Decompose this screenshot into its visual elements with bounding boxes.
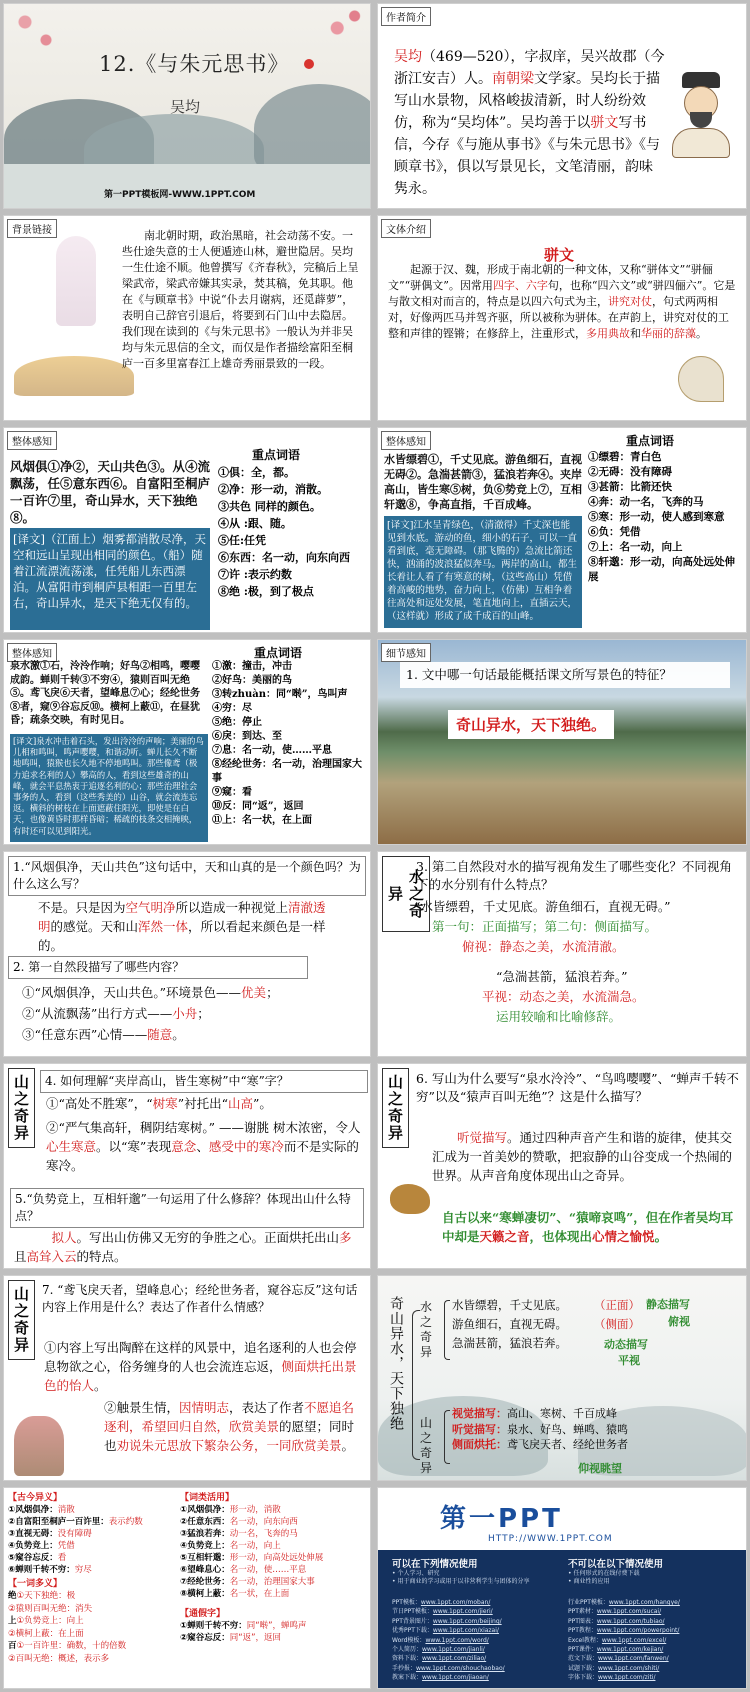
s4.body-segment: 句，也称“四六文”或“骈四俪六”。它是与散文相对而言的，特点是以四六句式为主， <box>388 279 736 308</box>
original-text: 泉水激①石，泠泠作响；好鸟②相鸣，嘤嘤成韵。蝉则千转③不穷④，猿则百叫无绝⑤。鸢飞戾⑥天者，望峰息⑦心；经纶世务⑧者，窥⑨谷忘反⑩。横柯上蔽⑪，在昼犹昏；疏条交映，有时见日。 <box>10 661 200 726</box>
group-title-loan-char: 【通假字】 <box>180 1609 226 1619</box>
background-text: 南北朝时期，政治黑暗，社会动荡不安。一些仕途失意的士人便遁迹山林，避世隐居。吴均一生仕途不顺。他曾撰写《齐春秋》，完稿后上呈梁武帝，梁武帝嫌其实录，焚其稿，免其职。他在《与顾章书》中说“仆去月谢病，还觅薜萝”，表明自己辞官引退后，将要到石门山中去隐居。我们现在读到的《与朱元思书》一般认为并非吴均与朱元思信的全文，而仅是作者描绘富阳至桐庐一百多里富春江上雄奇秀丽景致的一段。 <box>122 229 359 370</box>
mountain-illustration <box>14 356 134 396</box>
s4.body-segment: 多用典故 <box>586 327 630 340</box>
section-label-mountain: 山之奇异 <box>8 1280 35 1360</box>
s13.a1-segment: 。 <box>94 1378 107 1393</box>
figure-illustration <box>56 236 96 326</box>
list-item: ②自富阳至桐庐一百许里：表示约数 <box>8 1517 143 1527</box>
slide-author-intro <box>377 3 747 209</box>
s4.body-segment: 起源于汉、魏，形成于南北朝的一种文体，又称“骈体文”“骈俪文”“骈偶文”。因常用 <box>388 263 713 292</box>
link-item[interactable]: PPT图表：www.1ppt.com/tubiao/ <box>568 1617 665 1625</box>
answer-6-note <box>442 1208 742 1246</box>
group-polysemy <box>8 1590 178 1665</box>
link-item[interactable]: 资料下载：www.1ppt.com/ziliao/ <box>392 1655 487 1663</box>
link-item[interactable]: 范文下载：www.1ppt.com/fanwen/ <box>568 1655 669 1663</box>
list-item: 听觉描写：泉水、好鸟、蝉鸣、猿鸣 <box>452 1422 628 1436</box>
list-item: ②猿则百叫无绝：消失 <box>8 1603 93 1614</box>
list-item: ⑦经纶世务：名一动，治理国家大事 <box>180 1577 315 1587</box>
s11.a4a-segment: ①“高处不胜寒”，“ <box>46 1096 153 1111</box>
s11.a4a-segment: ”衬托出“ <box>177 1096 228 1111</box>
list-item: • 任何形式的在线付费下载 <box>568 1570 640 1577</box>
s11.a4b-segment: ②“严气集高轩，稠阴结寒树。” ——谢朓 树木浓密，令人 <box>46 1120 361 1135</box>
list-item: ⑥蝉则千转不穷：穷尽 <box>8 1565 92 1575</box>
s2.body-segment: 南朝梁 <box>492 71 534 87</box>
s13.a1-segment: 侧面烘托出景色的怡人 <box>44 1359 357 1393</box>
link-item[interactable]: PPT背景图片：www.1ppt.com/beijing/ <box>392 1617 502 1625</box>
list-item: ④负势竞上：凭借 <box>8 1541 75 1551</box>
slide-mountain-2 <box>377 1063 747 1269</box>
s9.a1-segment: 空气明净 <box>125 900 176 915</box>
s9.a1-segment: 的感觉。天和山 <box>50 919 139 934</box>
link-item[interactable]: Excel教程：www.1ppt.com/excel/ <box>568 1636 667 1644</box>
translation-box: [译文]江水呈青绿色，（清澈得）千丈深也能见到水底。游动的鱼，细小的石子，可以一直看到底，毫无障碍。（那飞腾的）急流比箭还快，汹涌的波浪猛似奔马。两岸的高山，都生长着让人看了有寒意的树，（这些高山）凭借着高峻的地势，奋力向上，（仿佛）互相争着往高处和远处发展，笔直地向上，直插云天，（这样就）形成了成千成百的山峰。 <box>384 516 582 628</box>
keyword-item: ⑨窥：看 <box>212 787 252 798</box>
keyword-item: ⑪上：名一状，在上面 <box>212 815 312 826</box>
question-2: 2. 第一自然段描写了哪些内容？ <box>8 956 308 979</box>
s11.a5-segment: 且 <box>14 1249 27 1264</box>
forbidden-heading: 不可以在以下情况使用 <box>568 1559 664 1570</box>
section-tag: 细节感知 <box>381 643 431 662</box>
list-item: ③“任意东西”心情——随意。 <box>22 1027 185 1042</box>
page-title: 12.《与朱元思书》 <box>99 52 290 76</box>
group-ancient-modern <box>8 1504 178 1576</box>
s12.a2-segment: ，也体现出 <box>529 1229 593 1244</box>
list-item: • 个人学习、研究 <box>392 1570 440 1577</box>
allowed-list <box>392 1570 562 1586</box>
list-item: ⑤窥谷忘反：看 <box>8 1553 67 1563</box>
list-item: ①蝉则千转不穷：同“啭”，蝉鸣声 <box>180 1621 307 1631</box>
question-5: 5.“负势竞上，互相轩邈”一句运用了什么修辞？体现出山什么特点？ <box>10 1188 364 1228</box>
s4.body-segment: ，句式两两相对，好像两匹马并驾齐驱，所以被称为骈体。在声韵上，讲究对仗的工整和声律的铿锵；在修辞上，注重形式， <box>388 295 729 340</box>
s11.a4b-segment: 。以“寒”表现 <box>96 1139 172 1154</box>
list-item: ②窥谷忘反：同“返”，返回 <box>180 1633 282 1643</box>
s4.body-segment: 。 <box>696 327 707 340</box>
allowed-heading: 可以在下列情况使用 <box>392 1559 478 1570</box>
water-view-1: 俯视 <box>668 1315 690 1328</box>
link-item[interactable]: 教案下载：www.1ppt.com/jiaoan/ <box>392 1674 489 1682</box>
slide-mountain-1 <box>3 1063 371 1269</box>
answer-4b <box>46 1118 366 1175</box>
list-item: ②“从流飘荡”出行方式——小舟； <box>22 1006 210 1021</box>
list-item: ②任意东西：名一动，向东向西 <box>180 1517 298 1527</box>
answer-7b <box>104 1398 366 1455</box>
s11.a5-segment: 的特点。 <box>76 1249 127 1264</box>
s11.a4b-segment: 感受中的寒冷 <box>208 1139 284 1154</box>
section-label-water: 水之奇异 <box>382 856 430 932</box>
group-title-word-class: 【词类活用】 <box>180 1493 235 1503</box>
slide-overview-2 <box>377 427 747 633</box>
keyword-item: ③转zhuàn：同“啭”，鸟叫声 <box>212 689 348 700</box>
question-6: 6. 写山为什么要写“泉水泠泠”、“鸟鸣嘤嘤”、“蝉声千转不穷”以及“猿声百叫无绝”？这是什么描写？ <box>416 1071 739 1104</box>
water-dynamic: 动态描写 <box>604 1338 648 1351</box>
keyword-item: ①俱：全，都。 <box>218 466 295 479</box>
genre-text <box>388 262 738 342</box>
link-item[interactable]: PPT模板：www.1ppt.com/moban/ <box>392 1599 491 1606</box>
slide-summary <box>377 1275 747 1481</box>
list-item: ①“风烟俱净，天山共色。”环境景色——优美； <box>22 985 279 1000</box>
blossom-decoration <box>314 4 371 64</box>
answer-6 <box>432 1128 742 1185</box>
summary-vertical: 奇山异水，天下独绝 <box>388 1296 404 1431</box>
translation-box: [译文]泉水冲击着石头，发出泠泠的声响；美丽的鸟儿相和鸣叫，鸣声嘤嘤，和谐动听。蝉儿长久不断地鸣叫，猿猴也长久地不停地鸣叫。那些像鸢（极力追求名利的人）攀高的人，看到这些雄奇的山峰，就会平息热衷于追逐名利的心；那些治理社会事务的人，看到（这些秀美的）山谷，就会流连忘返。横斜的树枝在上面遮蔽住阳光，即使是在白天，也像黄昏时那样昏暗；稀疏的枝条交相掩映，有时还可以见到阳光。 <box>10 734 208 842</box>
s11.a5-segment: 。写出山仿佛又无穷的争胜之心。正面烘托出山 <box>76 1230 340 1245</box>
keyword-item: ④奔：动一名，飞奔的马 <box>588 496 704 508</box>
list-item: ①风烟俱净：形一动，消散 <box>180 1505 281 1515</box>
link-item[interactable]: 节日PPT模板：www.1ppt.com/jieri/ <box>392 1608 493 1616</box>
s2.body-segment: 文学家。吴均长于描写山水景物，风格峻拔清新，时人纷纷效仿，称为“吴均体”。吴均善于以 <box>394 71 660 131</box>
s11.a4a-segment: 山高 <box>227 1096 253 1111</box>
list-item: • 商业性的应用 <box>568 1578 610 1585</box>
question-4: 4. 如何理解“夹岸高山，皆生寒树”中“寒”字？ <box>40 1070 368 1093</box>
mountain-label: 山之奇异 <box>420 1416 433 1475</box>
s4.body-segment: 和 <box>630 327 641 340</box>
link-item[interactable]: 试题下载：www.1ppt.com/shiti/ <box>568 1664 660 1672</box>
keywords-list <box>212 660 370 828</box>
line-4: 运用较喻和比喻修辞。 <box>496 1009 622 1024</box>
list-item: ①风烟俱净：消散 <box>8 1505 75 1515</box>
footer-site: 第一PPT模板网-WWW.1PPT.COM <box>104 190 256 200</box>
keyword-item: ⑩反：同“返”，返回 <box>212 801 304 812</box>
group-word-class <box>180 1504 368 1600</box>
answer-4a <box>46 1094 366 1113</box>
section-tag: 背景链接 <box>7 219 57 238</box>
list-item: • 用于商业的学习或用于以非营利学生与团体的分享 <box>392 1578 530 1585</box>
slide-detail-1 <box>377 639 747 845</box>
s13.a2-segment: 不愿追名逐利，希望回归自然，欣赏美景 <box>104 1400 355 1434</box>
section-tag: 整体感知 <box>7 643 57 662</box>
list-item: 视觉描写：高山、寒树、千百成峰 <box>452 1407 617 1420</box>
section-label-mountain: 山之奇异 <box>8 1068 35 1148</box>
original-text: 水皆缥碧①，千丈见底。游鱼细石，直视无碍②。急湍甚箭③，猛浪若奔④。夹岸高山，皆生寒⑤树，负⑥势竞上⑦，互相轩邈⑧，争高直指，千百成峰。 <box>384 453 582 511</box>
list-item: 游鱼细石，直视无碍。 <box>452 1317 567 1331</box>
s13.a2-segment: 。 <box>341 1438 355 1453</box>
s13.a2-segment: 因情明志 <box>179 1400 230 1415</box>
author-intro-text <box>394 46 666 200</box>
slide-water <box>377 851 747 1057</box>
link-item[interactable]: 个人简历：www.1ppt.com/jianli/ <box>392 1646 485 1654</box>
original-text: 风烟俱①净②，天山共色③。从④流飘荡，任⑤意东西⑥。自富阳至桐庐一百许⑦里，奇山异水，天下独绝⑧。 <box>10 459 211 525</box>
keywords-title: 重点词语 <box>254 646 303 660</box>
link-item[interactable]: 行业PPT模板：www.1ppt.com/hangye/ <box>568 1599 680 1606</box>
link-item[interactable]: PPT素材：www.1ppt.com/sucai/ <box>568 1608 662 1616</box>
quote-1: “水皆缥碧，千丈见底。游鱼细石，直视无碍。” <box>414 899 671 914</box>
link-item[interactable]: 字体下载：www.1ppt.com/ziti/ <box>568 1674 656 1682</box>
s2.body-segment: （469—520），字叔庠，吴兴故郡（今浙江安吉）人。 <box>394 49 665 87</box>
line-1: 第一句：正面描写；第二句：侧面描写。 <box>432 919 658 934</box>
portrait-illustration <box>668 72 734 158</box>
s12.a2-segment: 天籁之音 <box>479 1229 530 1244</box>
s13.a2-segment: 的愿望；同时也 <box>104 1419 355 1453</box>
slide-title <box>3 3 371 209</box>
keyword-item: ③甚箭：比箭还快 <box>588 481 672 493</box>
keyword-item: ⑧轩邈：形一动，向高处远处伸展 <box>588 556 735 583</box>
keyword-item: ①激：撞击，冲击 <box>212 661 292 672</box>
bracket <box>444 1410 450 1464</box>
water-lines <box>452 1296 567 1353</box>
s11.a5-segment: 多 <box>339 1230 352 1245</box>
s4.body-segment: 讲究对仗 <box>608 295 652 308</box>
slide-mountain-3 <box>3 1275 371 1481</box>
s2.body-segment: 写书信，今存《与施从事书》《与朱元思书》《与顾章书》，俱以写景见长，文笔清丽，韵味隽永。 <box>394 115 660 197</box>
s11.a4b-segment: 意念 <box>171 1139 197 1154</box>
keyword-item: ⑥戾：到达、至 <box>212 731 282 742</box>
s11.a4a-segment: ”。 <box>252 1096 272 1111</box>
s11.a4b-segment: 而不是实际的寒冷。 <box>46 1139 359 1173</box>
list-item: 水皆缥碧，千丈见底。 <box>452 1298 567 1312</box>
keywords-list <box>218 464 368 600</box>
links-left <box>392 1598 562 1683</box>
keyword-item: ⑥东西：名一动，向东向西 <box>218 551 350 564</box>
s11.a5-segment: 拟人 <box>51 1230 77 1245</box>
s9.a1-segment: ，所以看起来颜色是一样的。 <box>38 919 326 953</box>
water-label: 水之奇异 <box>420 1300 433 1359</box>
mountain-view: 仰视眺望 <box>578 1462 622 1475</box>
s11.a4a-segment: 树寒 <box>152 1096 178 1111</box>
brand-url: HTTP://WWW.1PPT.COM <box>488 1534 613 1544</box>
group-loan-char <box>180 1620 368 1644</box>
s4.body-segment: 华丽的辞藻 <box>641 327 696 340</box>
group-title-polysemy: 【一词多义】 <box>8 1579 63 1589</box>
water-static: 静态描写 <box>646 1298 690 1311</box>
s9.a1-segment: 浑然一体 <box>138 919 189 934</box>
water-side: （侧面） <box>594 1317 640 1331</box>
answer-text: 奇山异水，天下独绝。 <box>448 710 614 739</box>
blossom-decoration <box>4 4 74 64</box>
s12.a-segment: 。通过四种声音产生和谐的旋律，使其交汇成为一首美妙的赞歌，把寂静的山谷变成一个热闹的世界。从声音角度体现出山之奇异。 <box>432 1130 733 1183</box>
genre-heading: 骈文 <box>544 246 575 264</box>
keyword-item: ②净：形一动，消散。 <box>218 483 328 496</box>
s11.a4b-segment: 、 <box>196 1139 209 1154</box>
s13.a2-segment: ②触景生情， <box>104 1400 180 1415</box>
quote-2: “急湍甚箭，猛浪若奔。” <box>496 969 628 984</box>
fan-illustration <box>678 356 724 402</box>
list-item: 百①一百许里：确数，十的倍数 <box>8 1641 127 1651</box>
link-item[interactable]: PPT教程：www.1ppt.com/powerpoint/ <box>568 1627 680 1635</box>
line-2: 俯视：静态之美，水流清澈。 <box>462 939 625 954</box>
mountain-lines <box>452 1406 628 1453</box>
keyword-item: ④从 :跟、随。 <box>218 517 292 530</box>
s13.a2-segment: ，表达了作者 <box>229 1400 305 1415</box>
keyword-item: ②好鸟：美丽的鸟 <box>212 675 292 686</box>
keyword-item: ⑦息：名一动，使……平息 <box>212 745 332 756</box>
keyword-item: ①缥碧：青白色 <box>588 451 662 463</box>
question-1: 1.“风烟俱净，天山共色”这句话中，天和山真的是一个颜色吗？为什么这么写？ <box>8 856 366 896</box>
s12.a2-segment: 自古以来“寒蝉凄切”、“猿啼哀鸣”，但在作者吴均耳中却是 <box>442 1210 734 1244</box>
s4.body-segment: 四字、六字 <box>492 279 548 292</box>
bracket <box>444 1300 450 1360</box>
link-item[interactable]: 优秀PPT下载：www.1ppt.com/xiazai/ <box>392 1627 499 1635</box>
list-item: ③猛浪若奔：动一名，飞奔的马 <box>180 1529 298 1539</box>
s13.a1-segment: ①内容上写出陶醉在这样的风景中，追名逐利的人也会停息物欲之心，俗务缠身的人也会流连忘返， <box>44 1340 357 1374</box>
question-3: 3. 第二自然段对水的描写视角发生了哪些变化？不同视角下的水分别有什么特点？ <box>416 859 732 892</box>
keywords-title: 重点词语 <box>626 434 675 448</box>
list-item: ③直视无碍：没有障碍 <box>8 1529 92 1539</box>
s13.a2-segment: 劝说朱元思放下繁杂公务，一同欣赏美景 <box>116 1438 342 1453</box>
brand-logo: 第一PPT <box>440 1504 563 1534</box>
list-item: 侧面烘托：鸢飞戾天者、经纶世务者 <box>452 1438 628 1451</box>
list-item: ⑥望峰息心：名一动，使……平息 <box>180 1565 307 1575</box>
forbidden-list <box>568 1570 738 1586</box>
list-item: 绝①天下独绝：极 <box>8 1591 76 1601</box>
water-view-2: 平视 <box>618 1354 640 1367</box>
red-sun <box>304 59 314 69</box>
line-3: 平视：动态之美，水流湍急。 <box>482 989 645 1004</box>
section-tag: 整体感知 <box>381 431 431 450</box>
section-tag: 文体介绍 <box>381 219 431 238</box>
group-title-ancient-modern: 【古今异义】 <box>8 1493 63 1503</box>
link-item[interactable]: PPT课件：www.1ppt.com/kejian/ <box>568 1646 664 1654</box>
s9.a1-segment: 清澈透明 <box>38 900 326 934</box>
bracket <box>412 1310 420 1460</box>
keyword-item: ③共色 同样的颜色。 <box>218 500 321 513</box>
link-item[interactable]: Word模板：www.1ppt.com/word/ <box>392 1636 489 1644</box>
answer-1 <box>38 898 338 955</box>
slide-vocabulary <box>3 1487 371 1689</box>
keywords-list <box>588 450 744 585</box>
s2.body-segment: 吴均 <box>394 49 422 65</box>
keywords-title: 重点词语 <box>252 448 301 462</box>
s9.a1-segment: 所以造成一种视觉上 <box>175 900 289 915</box>
s12.a2-segment: 。 <box>654 1229 668 1244</box>
keyword-item: ④穷：尽 <box>212 703 252 714</box>
keyword-item: ⑦许 :表示约数 <box>218 568 292 581</box>
keyword-item: ⑤任:任凭 <box>218 534 267 547</box>
list-item: ②百叫无绝：概述，表示多 <box>8 1653 110 1664</box>
water-front: （正面） <box>594 1298 640 1312</box>
answer-5 <box>14 1228 364 1266</box>
promo-panel <box>378 1550 746 1689</box>
s12.a2-segment: 心情之愉悦 <box>592 1229 655 1244</box>
slide-overview-3 <box>3 639 371 845</box>
tree-illustration <box>14 1416 64 1476</box>
section-label-mountain: 山之奇异 <box>382 1068 409 1148</box>
keyword-item: ②无碍：没有障碍 <box>588 466 672 478</box>
bird-illustration <box>390 1184 430 1214</box>
keyword-item: ⑥负：凭借 <box>588 526 641 538</box>
s11.a4b-segment: 心生寒意 <box>46 1139 97 1154</box>
list-item: 急湍甚箭，猛浪若奔。 <box>452 1336 567 1350</box>
slide-overview-1 <box>3 427 371 633</box>
keyword-item: ⑤寒：形一动，使人感到寒意 <box>588 511 725 523</box>
author-name: 吴均 <box>170 98 201 116</box>
s11.a5-segment: 高耸入云 <box>26 1249 77 1264</box>
question-text: 1. 文中哪一句话最能概括课文所写景色的特征？ <box>400 662 730 688</box>
keyword-item: ⑤绝：停止 <box>212 717 262 728</box>
mountain-shape <box>254 84 371 174</box>
slide-promo <box>377 1487 747 1689</box>
question-7: 7. “鸢飞戾天者，望峰息心；经纶世务者，窥谷忘反”这句话内容上作用是什么？表达了作者什么情感？ <box>42 1283 358 1314</box>
links-right <box>568 1598 738 1683</box>
list-item: 上①负势竞上：向上 <box>8 1616 84 1626</box>
link-item[interactable]: 手抄报：www.1ppt.com/shouchaobao/ <box>392 1664 505 1672</box>
section-tag: 整体感知 <box>7 431 57 450</box>
slide-detail-2 <box>3 851 371 1057</box>
s2.body-segment: 骈文 <box>590 115 619 131</box>
slide-background <box>3 215 371 421</box>
s12.a-segment: 听觉描写 <box>457 1130 508 1145</box>
answer-2-list <box>22 982 362 1045</box>
keyword-item: ⑦上：名一动，向上 <box>588 541 683 553</box>
section-tag: 作者简介 <box>381 7 431 26</box>
slide-genre <box>377 215 747 421</box>
keyword-item: ⑧经纶世务：名一动，治理国家大事 <box>212 759 362 784</box>
answer-7a <box>44 1338 364 1395</box>
keyword-item: ⑧绝 :极，到了极点 <box>218 585 314 598</box>
translation-box: [译文]（江面上）烟雾都消散尽净，天空和远山呈现出相同的颜色。（船）随着江流漂流荡漾，任凭船儿东西漂泊。从富阳市到桐庐县相距一百里左右，奇山异水，是天下绝无仅有的。 <box>10 528 210 630</box>
list-item: ②横柯上蔽：在上面 <box>8 1628 84 1639</box>
list-item: ④负势竞上：名一动，向上 <box>180 1541 281 1551</box>
s9.a1-segment: 不是。只是因为 <box>38 900 126 915</box>
list-item: ⑧横柯上蔽：名一状，在上面 <box>180 1589 290 1599</box>
list-item: ⑤互相轩邈：形一动，向高处远处伸展 <box>180 1553 324 1563</box>
